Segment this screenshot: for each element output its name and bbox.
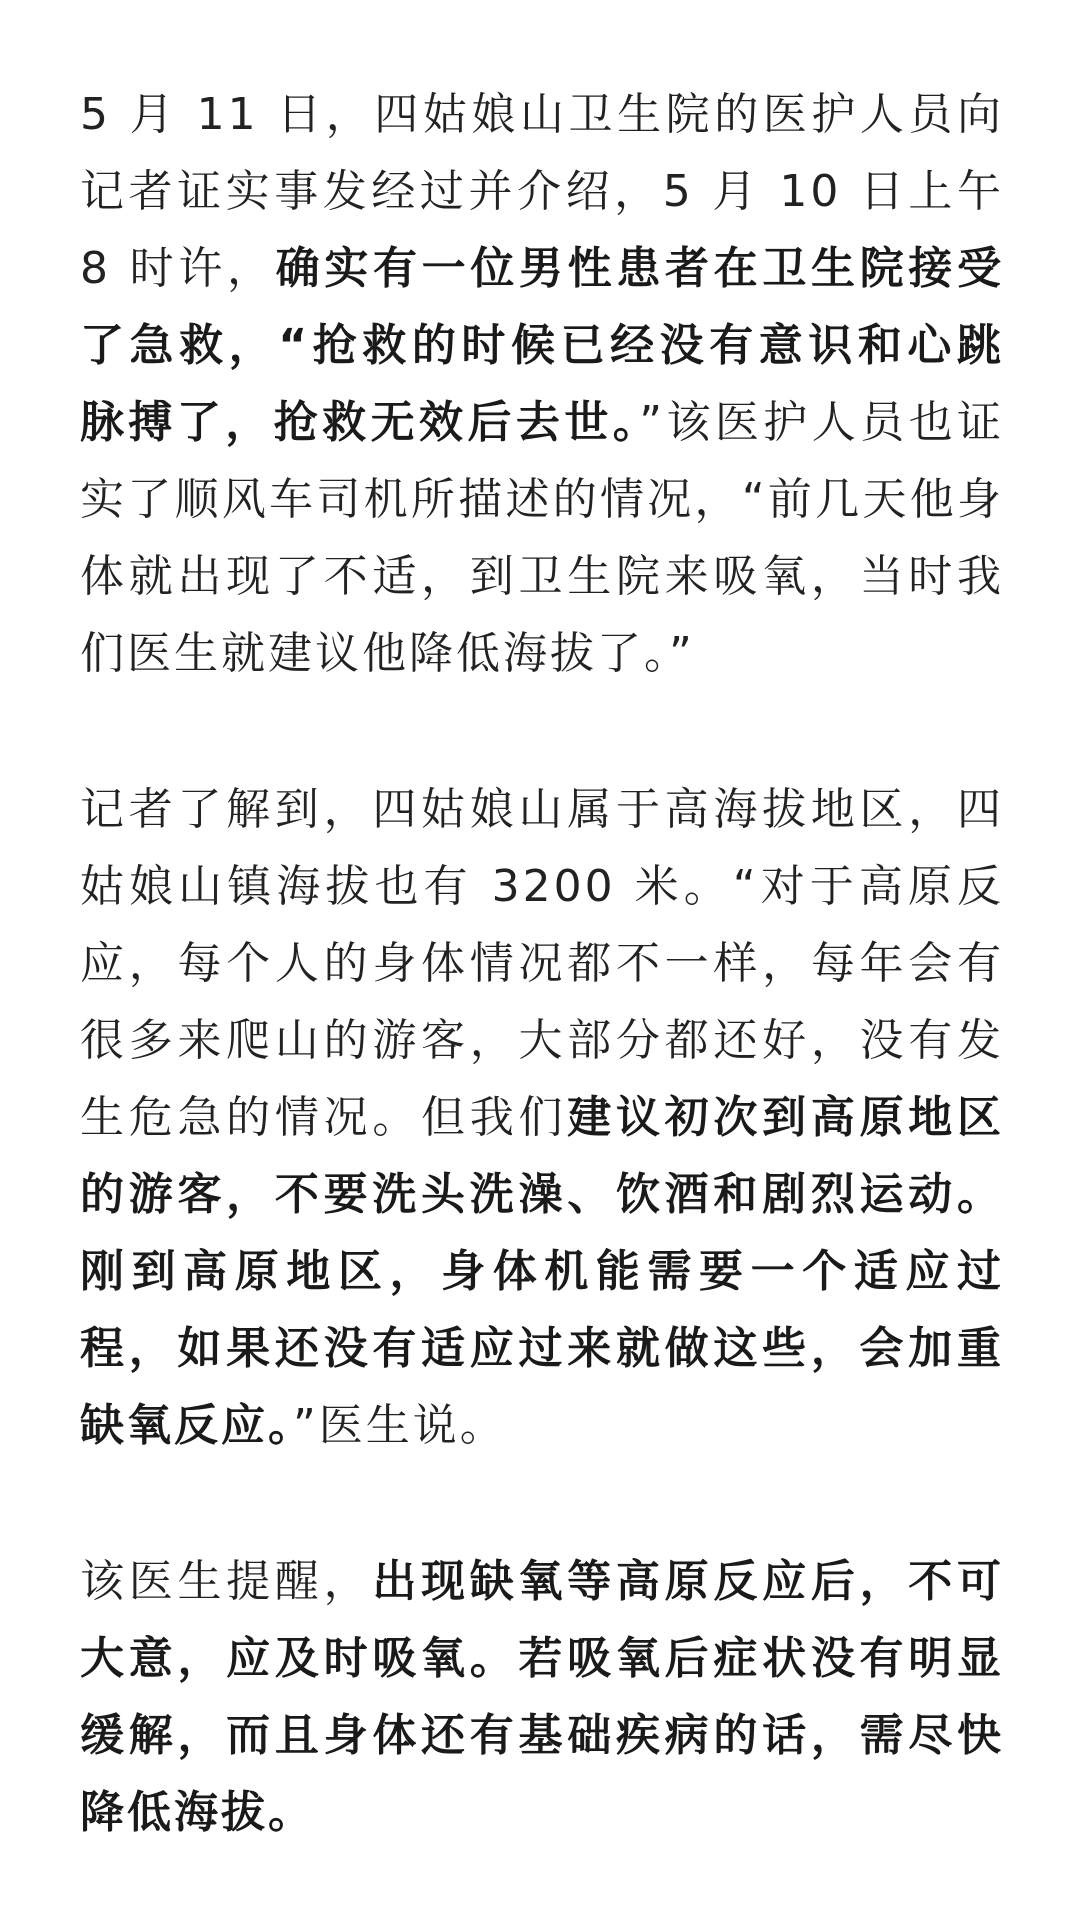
paragraph-text-bold: 确实有一位男性患者在卫生院接受了急救，“抢救的时候已经没有意识和心跳脉搏了，抢救无效后去世。 [80, 243, 1005, 448]
paragraph-altitude-advice [80, 771, 1004, 1464]
article-body [80, 76, 1004, 1851]
paragraph-text-bold: 建议初次到高原地区的游客，不要洗头洗澡、饮酒和剧烈运动。刚到高原地区，身体机能需要一个适应过程，如果还没有适应过来就做这些，会加重缺氧反应。 [80, 1092, 1005, 1451]
paragraph-text-bold: 出现缺氧等高原反应后，不可大意，应及时吸氧。若吸氧后症状没有明显缓解，而且身体还有基础疾病的话，需尽快降低海拔。 [80, 1556, 1005, 1838]
paragraph-doctor-reminder [80, 1543, 1004, 1851]
paragraph-text: 5 月 11 日，四姑娘山卫生院的医护人员向记者证实事发经过并介绍，5 月 10 日上午 8 时许， [80, 89, 1004, 294]
paragraph-text: 记者了解到，四姑娘山属于高海拔地区，四姑娘山镇海拔也有 3200 米。“对于高原反应，每个人的身体情况都不一样，每年会有很多来爬山的游客，大部分都还好，没有发生危急的情况。但我们 [80, 784, 1004, 1143]
paragraph-incident-report [80, 76, 1004, 692]
paragraph-text: ”该医护人员也证实了顺风车司机所描述的情况，“前几天他身体就出现了不适，到卫生院来吸氧，当时我们医生就建议他降低海拔了。” [80, 397, 1005, 679]
paragraph-text: 该医生提醒， [80, 1556, 373, 1607]
paragraph-text: ”医生说。 [293, 1400, 507, 1451]
